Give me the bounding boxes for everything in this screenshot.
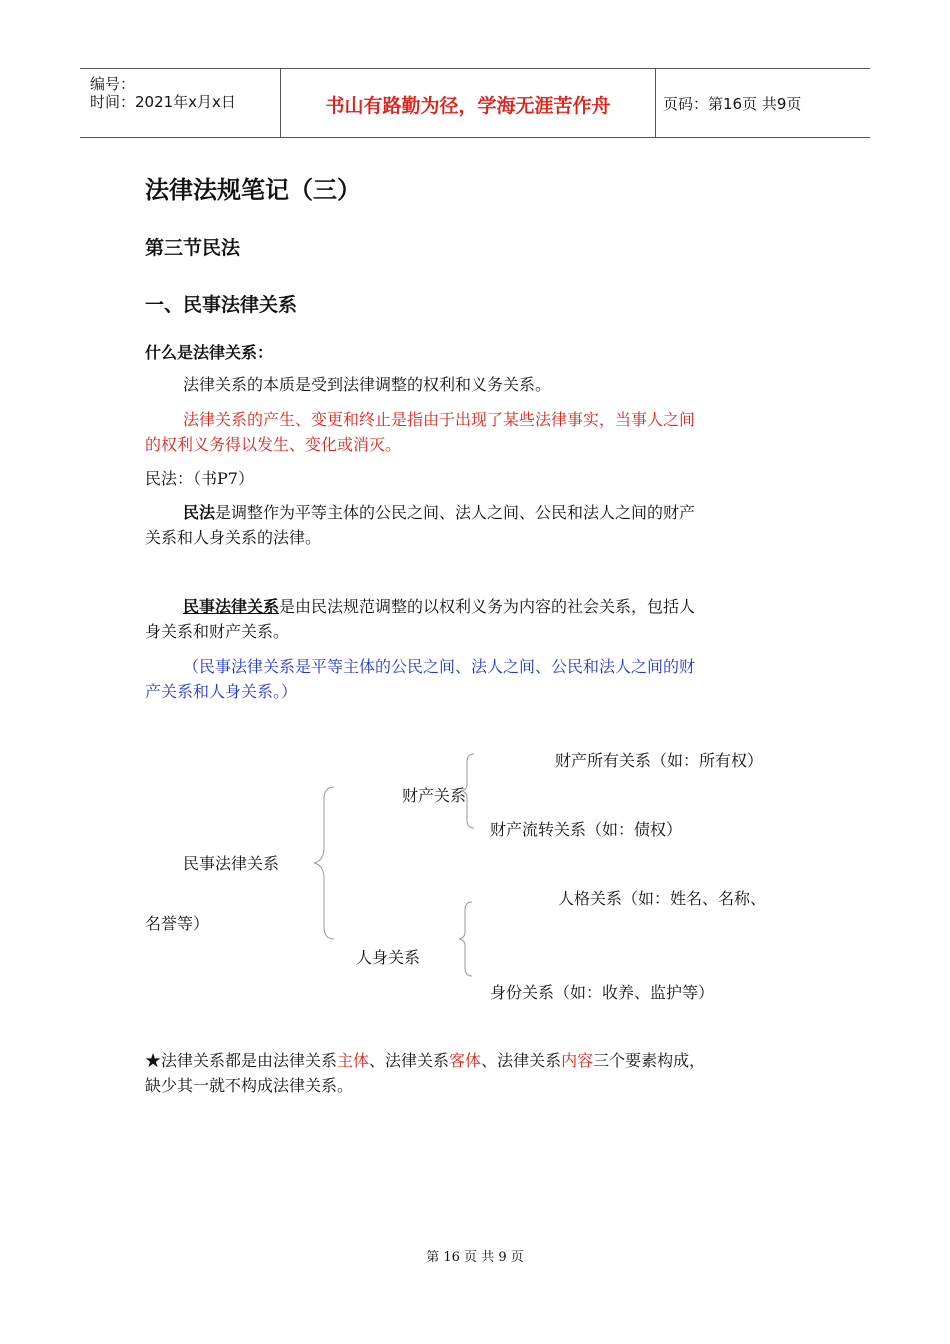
node-ownership: 财产所有关系（如：所有权） [555,751,764,770]
document-title: 法律法规笔记（三） [145,176,361,204]
paragraph-civil-law: 民法是调整作为平等主体的公民之间、法人之间、公民和法人之间的财产 关系和人身关系的法律。 [145,503,696,547]
civil-law-label: 民法：（书P7） [145,469,254,488]
header-page-cell [655,69,870,137]
page-header [80,68,870,138]
node-personality: 人格关系（如：姓名、名称、 [558,889,767,908]
header-motto-cell [280,69,656,137]
paragraph-change: 法律关系的产生、变更和终止是指由于出现了某些法律事实，当事人之间 的权利义务得以发生、变化或消灭。 [145,410,696,454]
page-label: 页码：第16页 共9页 [663,95,802,113]
brace-root [310,785,340,943]
paragraph-note: （民事法律关系是平等主体的公民之间、法人之间、公民和法人之间的财 产关系和人身关系。） [145,657,696,701]
keyword-subject: 主体 [337,1051,370,1070]
paragraph-civil-relation: 民事法律关系是由民法规范调整的以权利义务为内容的社会关系，包括人 身关系和财产关系。 [145,597,696,641]
number-label: 编号： [90,75,136,93]
node-personal: 人身关系 [356,948,421,967]
node-circulation: 财产流转关系（如：债权） [490,820,683,839]
keyword-object: 客体 [449,1051,482,1070]
question-heading: 什么是法律关系： [145,343,274,362]
summary-paragraph: ★法律关系都是由法律关系主体、法律关系客体、法律关系内容三个要素构成， 缺少其一就不构成法律关系。 [145,1051,706,1095]
paragraph-essence: 法律关系的本质是受到法律调整的权利和义务关系。 [183,375,552,394]
term-civil-law: 民法 [183,503,216,522]
node-status: 身份关系（如：收养、监护等） [490,983,715,1002]
term-civil-relation: 民事法律关系 [183,597,280,616]
subsection-heading: 一、民事法律关系 [145,294,298,316]
motto: 书山有路勤为径，学海无涯苦作舟 [325,95,611,117]
keyword-content: 内容 [561,1051,594,1070]
brace-property [458,752,478,830]
node-personality-cont: 名誉等） [145,914,210,933]
node-property: 财产关系 [402,786,467,805]
page-footer: 第 16 页 共 9 页 [426,1250,524,1265]
node-root: 民事法律关系 [183,854,280,873]
time-label: 时间：2021年x月x日 [90,93,236,111]
brace-personal [456,900,476,978]
section-heading: 第三节民法 [145,237,241,259]
header-meta [80,69,280,137]
